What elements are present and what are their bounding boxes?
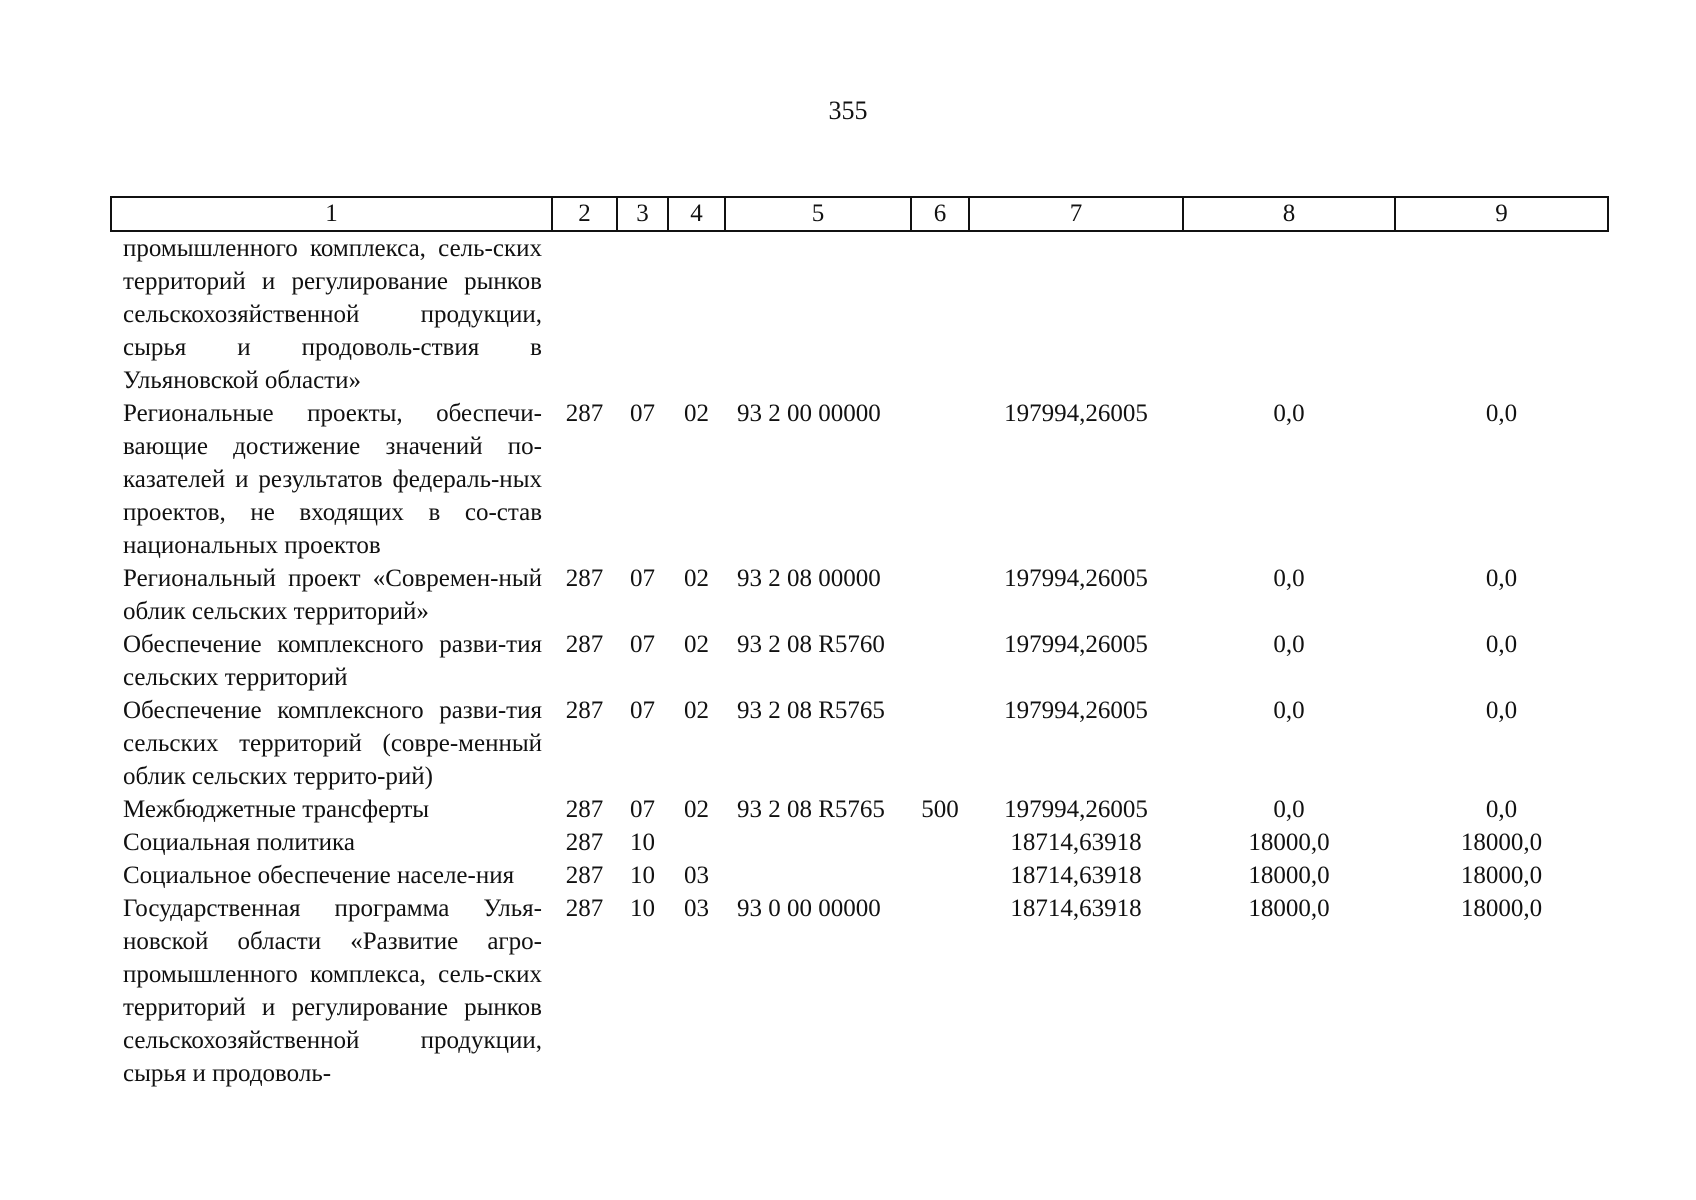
- row-code-5: 93 2 08 R5765: [737, 697, 885, 724]
- row-code-5: 93 2 08 R5760: [737, 631, 885, 658]
- table-row: [111, 397, 1608, 562]
- row-code-4: [668, 231, 725, 397]
- row-code-4: 03: [684, 895, 709, 922]
- row-code-3: 07: [630, 400, 655, 427]
- row-value-8: 18000,0: [1248, 895, 1330, 922]
- table-row: [111, 694, 1608, 793]
- column-header: 5: [725, 197, 911, 231]
- row-name: Региональный проект «Современ-ный облик сельских территорий»: [123, 565, 542, 625]
- row-name: Обеспечение комплексного разви-тия сельских территорий: [123, 631, 542, 691]
- row-name: Обеспечение комплексного разви-тия сельских территорий (совре-менный облик сельских террито-рий): [123, 697, 542, 790]
- table-row: [111, 231, 1608, 397]
- row-code-6: [911, 562, 969, 628]
- table-row: [111, 562, 1608, 628]
- table-header: [111, 197, 1608, 231]
- row-code-6: [911, 859, 969, 892]
- row-value-7: 197994,26005: [1004, 631, 1148, 658]
- row-value-8: 18000,0: [1248, 829, 1330, 856]
- table-row: [111, 892, 1608, 1090]
- row-code-4: 02: [684, 631, 709, 658]
- row-code-3: 07: [630, 796, 655, 823]
- row-name: Государственная программа Улья-новской области «Развитие агро-промышленного комплекса, сель-ских территорий и регулирование рынков сельскохозяйственной продукции, сырья и продоволь-: [123, 895, 542, 1087]
- row-code-3: 10: [630, 862, 655, 889]
- row-code-4: [668, 826, 725, 859]
- row-code-3: [617, 231, 668, 397]
- row-code-5: 93 2 08 00000: [737, 565, 881, 592]
- row-value-8: 0,0: [1273, 697, 1305, 724]
- row-code-2: 287: [565, 400, 604, 427]
- row-value-7: 197994,26005: [1004, 400, 1148, 427]
- row-code-5: 93 2 08 R5765: [737, 796, 885, 823]
- row-name: промышленного комплекса, сель-ских территорий и регулирование рынков сельскохозяйственной продукции, сырья и продоволь-ствия в Ульяновской области»: [123, 235, 542, 394]
- row-value-7: [969, 231, 1183, 397]
- row-code-2: 287: [565, 631, 604, 658]
- row-code-2: 287: [565, 565, 604, 592]
- row-code-2: [552, 231, 617, 397]
- row-code-6: 500: [921, 796, 959, 823]
- row-code-2: 287: [565, 697, 604, 724]
- row-code-5: [725, 231, 911, 397]
- row-value-9: 18000,0: [1460, 862, 1543, 889]
- row-name: Межбюджетные трансферты: [123, 796, 430, 823]
- column-header: 9: [1395, 197, 1608, 231]
- column-header: 4: [668, 197, 725, 231]
- row-name: Социальная политика: [123, 829, 355, 856]
- row-code-5: 93 0 00 00000: [737, 895, 881, 922]
- row-code-2: 287: [565, 895, 604, 922]
- row-code-6: [911, 231, 969, 397]
- row-value-9: 18000,0: [1460, 829, 1543, 856]
- row-value-8: 0,0: [1273, 631, 1305, 658]
- row-value-7: 18714,63918: [1010, 895, 1142, 922]
- row-value-9: [1395, 231, 1608, 397]
- table-row: [111, 859, 1608, 892]
- row-value-7: 18714,63918: [1010, 829, 1142, 856]
- row-value-7: 197994,26005: [1004, 796, 1148, 823]
- row-code-3: 07: [630, 631, 655, 658]
- row-value-9: 0,0: [1485, 796, 1518, 823]
- column-header: 2: [552, 197, 617, 231]
- column-header: 8: [1183, 197, 1395, 231]
- row-value-9: 0,0: [1485, 565, 1518, 592]
- column-header: 6: [911, 197, 969, 231]
- row-value-8: 18000,0: [1248, 862, 1330, 889]
- column-header: 3: [617, 197, 668, 231]
- row-value-8: 0,0: [1273, 400, 1305, 427]
- row-code-6: [911, 694, 969, 793]
- table-body: [111, 231, 1608, 1090]
- row-value-9: 0,0: [1485, 631, 1518, 658]
- row-code-4: 02: [684, 400, 709, 427]
- column-header: 7: [969, 197, 1183, 231]
- row-code-2: 287: [565, 862, 604, 889]
- row-value-8: 0,0: [1273, 565, 1305, 592]
- table-row: [111, 793, 1608, 826]
- row-value-9: 18000,0: [1460, 895, 1543, 922]
- row-value-7: 197994,26005: [1004, 565, 1148, 592]
- row-code-4: 03: [684, 862, 709, 889]
- row-value-8: 0,0: [1273, 796, 1305, 823]
- row-code-5: [725, 859, 911, 892]
- row-code-4: 02: [684, 796, 709, 823]
- row-code-6: [911, 397, 969, 562]
- row-code-4: 02: [684, 697, 709, 724]
- row-code-6: [911, 628, 969, 694]
- row-value-8: [1183, 231, 1395, 397]
- budget-table: [110, 196, 1609, 1090]
- row-code-3: 07: [630, 697, 655, 724]
- row-code-2: 287: [565, 796, 604, 823]
- row-value-9: 0,0: [1485, 400, 1518, 427]
- row-value-7: 197994,26005: [1004, 697, 1148, 724]
- row-name: Социальное обеспечение населе-ния: [123, 862, 515, 889]
- row-name: Региональные проекты, обеспечи-вающие достижение значений по-казателей и результатов федераль-ных проектов, не входящих в со-став национальных проектов: [123, 400, 542, 559]
- row-code-5: [725, 826, 911, 859]
- row-value-7: 18714,63918: [1010, 862, 1142, 889]
- row-code-3: 07: [630, 565, 655, 592]
- row-code-6: [911, 826, 969, 859]
- row-code-4: 02: [684, 565, 709, 592]
- table-row: [111, 628, 1608, 694]
- table-row: [111, 826, 1608, 859]
- page-number: 355: [828, 96, 868, 125]
- row-code-6: [911, 892, 969, 1090]
- row-code-3: 10: [630, 829, 655, 856]
- column-header: 1: [111, 197, 552, 231]
- row-code-5: 93 2 00 00000: [737, 400, 881, 427]
- row-code-3: 10: [630, 895, 655, 922]
- row-code-2: 287: [565, 829, 604, 856]
- row-value-9: 0,0: [1485, 697, 1518, 724]
